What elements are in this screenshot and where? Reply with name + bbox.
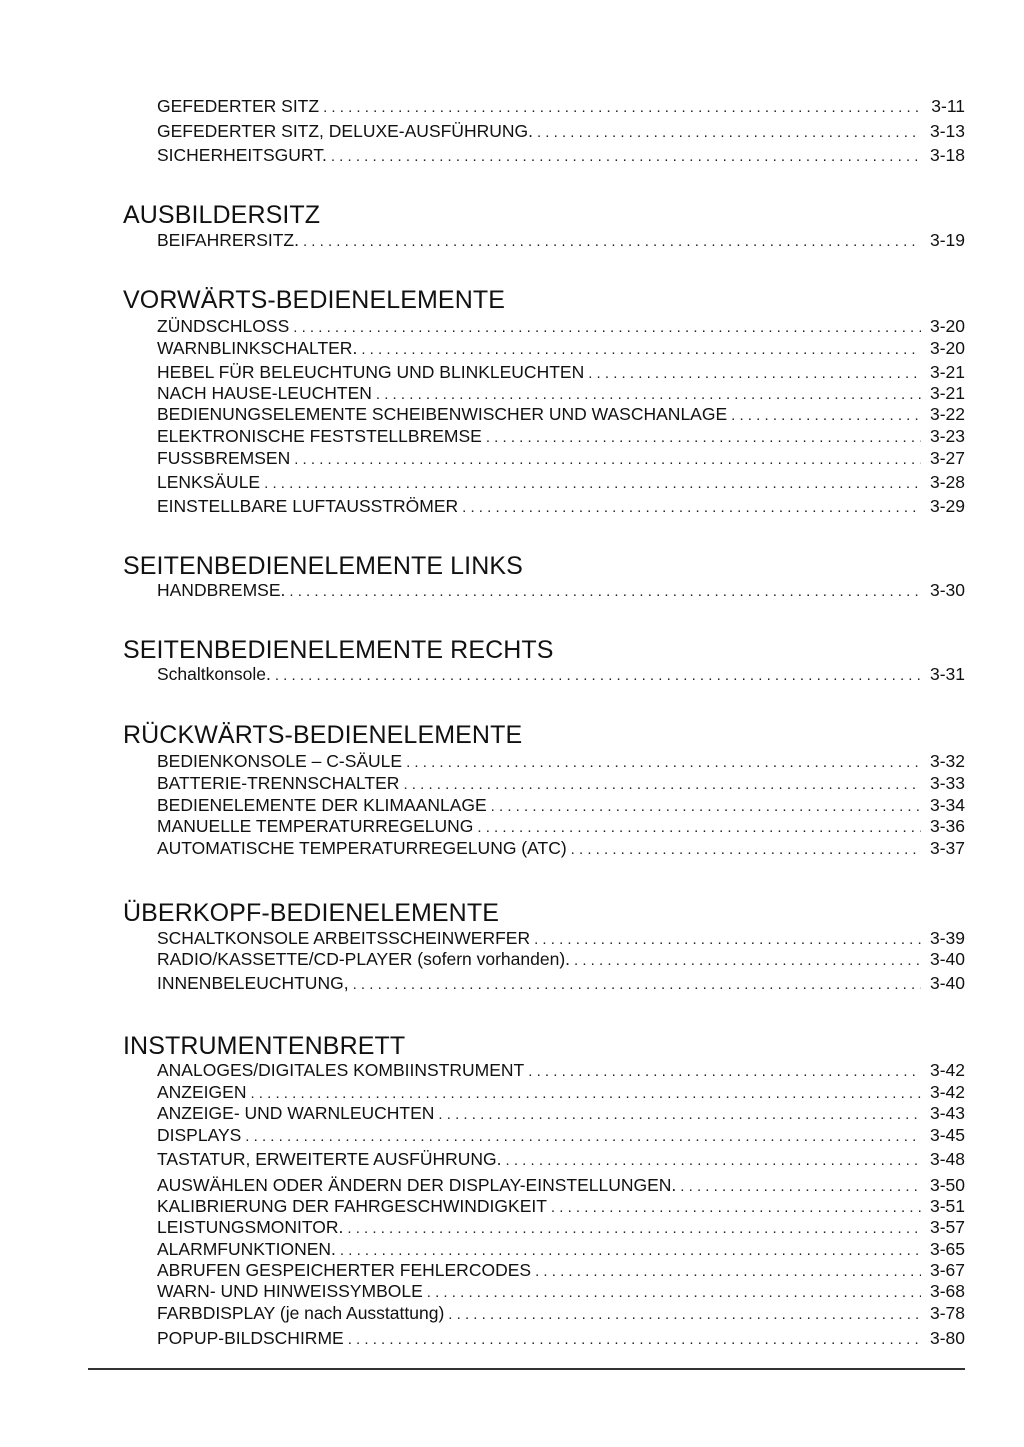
dot-leader [427, 1282, 921, 1304]
toc-entry[interactable] [157, 361, 965, 383]
toc-entry-page: 3-40 [929, 949, 965, 969]
toc-entry-page: 3-48 [929, 1149, 965, 1169]
toc-entry-page: 3-50 [929, 1175, 965, 1195]
toc-entry-title: LEISTUNGSMONITOR. [157, 1217, 344, 1237]
toc-entry-page: 3-21 [929, 383, 965, 403]
toc-entry[interactable] [157, 382, 965, 404]
toc-entry-page: 3-18 [929, 145, 965, 165]
toc-entry-title: TASTATUR, ERWEITERTE AUSFÜHRUNG. [157, 1149, 502, 1169]
toc-entry-title: ANALOGES/DIGITALES KOMBIINSTRUMENT [157, 1060, 525, 1080]
toc-entry[interactable] [157, 315, 965, 337]
toc-entry-title: ABRUFEN GESPEICHERTER FEHLERCODES [157, 1260, 532, 1280]
toc-entry[interactable] [157, 1327, 965, 1349]
toc-entry-title: BEIFAHRERSITZ. [157, 230, 299, 250]
dot-leader [574, 950, 921, 972]
toc-entry[interactable] [157, 1148, 965, 1170]
section-heading: INSTRUMENTENBRETT [123, 1032, 406, 1060]
dot-leader [245, 1126, 921, 1148]
toc-entry-page: 3-34 [929, 795, 965, 815]
dot-leader [438, 1104, 921, 1126]
toc-entry-title: POPUP-BILDSCHIRME [157, 1328, 344, 1348]
toc-entry-title: DISPLAYS [157, 1125, 242, 1145]
toc-entry-title: ZÜNDSCHLOSS [157, 316, 290, 336]
toc-entry-page: 3-31 [929, 664, 965, 684]
toc-entry-title: FUSSBREMSEN [157, 448, 291, 468]
dot-leader [537, 122, 921, 144]
toc-entry-title: WARN- UND HINWEISSYMBOLE [157, 1281, 423, 1301]
dot-leader [294, 449, 921, 471]
toc-entry-title: RADIO/KASSETTE/CD-PLAYER (sofern vorhanden). [157, 949, 571, 969]
toc-entry-page: 3-57 [929, 1217, 965, 1237]
toc-entry-title: ANZEIGEN [157, 1082, 247, 1102]
dot-leader [323, 97, 921, 119]
toc-entry[interactable] [157, 972, 965, 994]
toc-entry-title: KALIBRIERUNG DER FAHRGESCHWINDIGKEIT [157, 1196, 547, 1216]
toc-entry-page: 3-11 [931, 96, 965, 116]
toc-entry-title: SCHALTKONSOLE ARBEITSSCHEINWERFER [157, 928, 531, 948]
toc-entry[interactable] [157, 447, 965, 469]
toc-entry[interactable] [157, 471, 965, 493]
toc-entry-page: 3-13 [929, 121, 965, 141]
toc-entry[interactable] [157, 772, 965, 794]
toc-entry[interactable] [157, 144, 965, 166]
toc-entry-page: 3-27 [929, 448, 965, 468]
toc-entry-title: SICHERHEITSGURT. [157, 145, 327, 165]
toc-entry-title: BEDIENELEMENTE DER KLIMAANLAGE [157, 795, 487, 815]
toc-entry[interactable] [157, 1081, 965, 1103]
dot-leader [289, 581, 921, 603]
toc-entry-page: 3-32 [929, 751, 965, 771]
dot-leader [486, 427, 921, 449]
toc-entry-title: HEBEL FÜR BELEUCHTUNG UND BLINKLEUCHTEN [157, 362, 585, 382]
toc-entry-title: ALARMFUNKTIONEN. [157, 1239, 336, 1259]
toc-entry[interactable] [157, 663, 965, 685]
toc-entry[interactable] [157, 1124, 965, 1146]
section-heading: SEITENBEDIENELEMENTE LINKS [123, 552, 523, 580]
toc-entry[interactable] [157, 750, 965, 772]
dot-leader [275, 665, 921, 687]
toc-entry-page: 3-78 [929, 1303, 965, 1323]
dot-leader [571, 839, 921, 861]
section-heading: RÜCKWÄRTS-BEDIENELEMENTE [123, 721, 523, 749]
toc-entry-page: 3-42 [929, 1082, 965, 1102]
toc-entry[interactable] [157, 1259, 965, 1281]
toc-entry-page: 3-67 [929, 1260, 965, 1280]
dot-leader [293, 317, 921, 339]
dot-leader [477, 817, 921, 839]
footer-divider [88, 1368, 965, 1370]
toc-entry-title: WARNBLINKSCHALTER. [157, 338, 358, 358]
toc-entry-title: MANUELLE TEMPERATURREGELUNG [157, 816, 474, 836]
toc-entry-page: 3-20 [929, 338, 965, 358]
toc-entry[interactable] [157, 579, 965, 601]
toc-entry-title: NACH HAUSE-LEUCHTEN [157, 383, 372, 403]
toc-entry[interactable] [157, 1280, 965, 1302]
toc-entry-page: 3-43 [929, 1103, 965, 1123]
toc-entry-title: GEFEDERTER SITZ, DELUXE-AUSFÜHRUNG. [157, 121, 533, 141]
toc-entry-page: 3-21 [929, 362, 965, 382]
toc-entry-title: AUTOMATISCHE TEMPERATURREGELUNG (ATC) [157, 838, 567, 858]
toc-entry-page: 3-40 [929, 973, 965, 993]
toc-entry-page: 3-42 [929, 1060, 965, 1080]
toc-entry-page: 3-20 [929, 316, 965, 336]
toc-entry-page: 3-36 [929, 816, 965, 836]
dot-leader [506, 1150, 921, 1172]
toc-entry-title: BATTERIE-TRENNSCHALTER [157, 773, 400, 793]
dot-leader [528, 1061, 921, 1083]
toc-entry[interactable] [157, 1216, 965, 1238]
toc-entry-page: 3-28 [929, 472, 965, 492]
toc-entry[interactable] [157, 1195, 965, 1217]
toc-entry[interactable] [157, 1174, 965, 1196]
toc-entry[interactable] [157, 425, 965, 447]
toc-entry-title: Schaltkonsole. [157, 664, 271, 684]
toc-entry-page: 3-23 [929, 426, 965, 446]
toc-entry-title: INNENBELEUCHTUNG, [157, 973, 349, 993]
toc-entry[interactable] [157, 95, 965, 117]
dot-leader [331, 146, 921, 168]
toc-entry[interactable] [157, 794, 965, 816]
toc-entry-title: LENKSÄULE [157, 472, 261, 492]
toc-entry-page: 3-22 [929, 404, 965, 424]
toc-entry-page: 3-65 [929, 1239, 965, 1259]
toc-entry-title: ELEKTRONISCHE FESTSTELLBREMSE [157, 426, 482, 446]
toc-entry-title: AUSWÄHLEN ODER ÄNDERN DER DISPLAY-EINSTELLUNGEN. [157, 1175, 677, 1195]
toc-entry-title: EINSTELLBARE LUFTAUSSTRÖMER [157, 496, 459, 516]
dot-leader [361, 339, 921, 361]
dot-leader [462, 497, 921, 519]
toc-entry[interactable] [157, 229, 965, 251]
toc-entry[interactable] [157, 403, 965, 425]
toc-entry-page: 3-45 [929, 1125, 965, 1145]
dot-leader [353, 974, 921, 996]
toc-entry-page: 3-19 [929, 230, 965, 250]
toc-entry-title: BEDIENKONSOLE – C-SÄULE [157, 751, 403, 771]
dot-leader [347, 1218, 921, 1240]
section-heading: AUSBILDERSITZ [123, 201, 321, 229]
toc-entry[interactable] [157, 948, 965, 970]
toc-entry[interactable] [157, 495, 965, 517]
toc-entry-page: 3-39 [929, 928, 965, 948]
section-heading: VORWÄRTS-BEDIENELEMENTE [123, 286, 505, 314]
toc-entry[interactable] [157, 337, 965, 359]
dot-leader [348, 1329, 921, 1351]
dot-leader [731, 405, 921, 427]
section-heading: SEITENBEDIENELEMENTE RECHTS [123, 636, 554, 664]
section-heading: ÜBERKOPF-BEDIENELEMENTE [123, 899, 499, 927]
toc-entry-page: 3-37 [929, 838, 965, 858]
toc-entry[interactable] [157, 1059, 965, 1081]
toc-entry-page: 3-30 [929, 580, 965, 600]
toc-entry-title: FARBDISPLAY (je nach Ausstattung) [157, 1303, 445, 1323]
toc-entry-title: ANZEIGE- UND WARNLEUCHTEN [157, 1103, 435, 1123]
toc-entry-title: GEFEDERTER SITZ [157, 96, 320, 116]
dot-leader [448, 1304, 921, 1326]
dot-leader [264, 473, 921, 495]
dot-leader [406, 752, 921, 774]
toc-entry[interactable] [157, 1102, 965, 1124]
toc-entry-page: 3-29 [929, 496, 965, 516]
toc-entry[interactable] [157, 1302, 965, 1324]
toc-entry-page: 3-33 [929, 773, 965, 793]
toc-entry-page: 3-51 [929, 1196, 965, 1216]
toc-entry[interactable] [157, 837, 965, 859]
dot-leader [403, 774, 921, 796]
toc-entry[interactable] [157, 927, 965, 949]
toc-entry-page: 3-80 [929, 1328, 965, 1348]
toc-entry-title: HANDBREMSE. [157, 580, 286, 600]
dot-leader [303, 231, 921, 253]
toc-entry-page: 3-68 [929, 1281, 965, 1301]
toc-entry-title: BEDIENUNGSELEMENTE SCHEIBENWISCHER UND WASCHANLAGE [157, 404, 728, 424]
toc-entry[interactable] [157, 1238, 965, 1260]
toc-entry[interactable] [157, 815, 965, 837]
toc-entry[interactable] [157, 120, 965, 142]
